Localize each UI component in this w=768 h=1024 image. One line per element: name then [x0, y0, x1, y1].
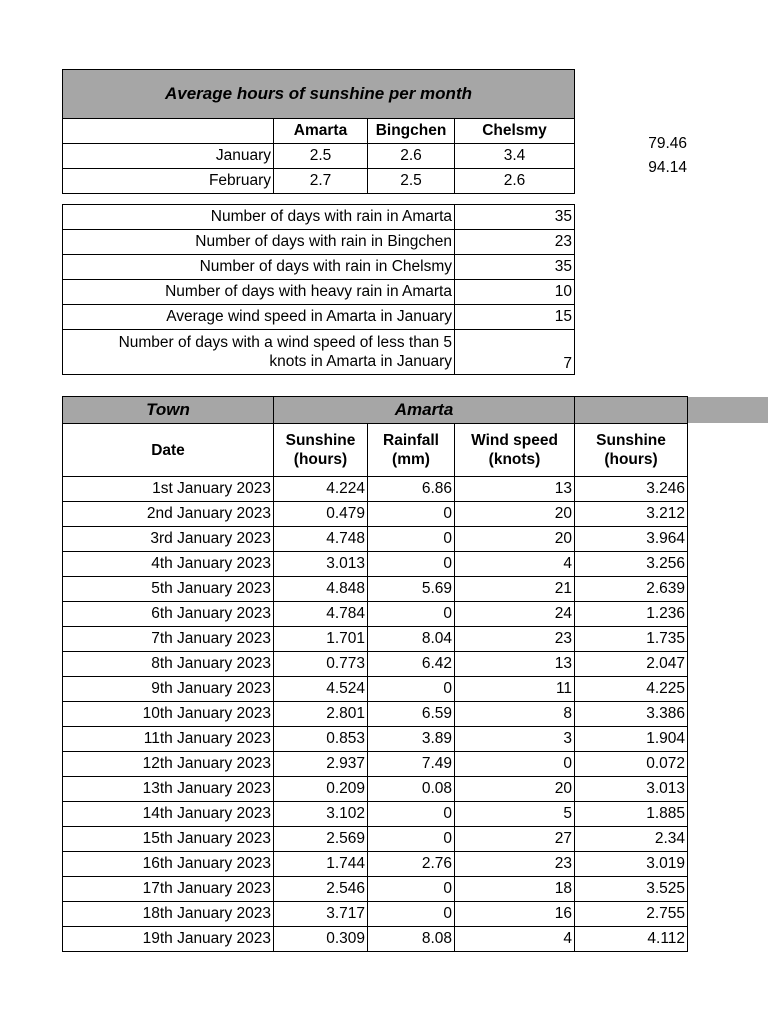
sunshine-cell: 2.569 — [274, 827, 368, 852]
sunshine-2-cell: 2.755 — [575, 902, 688, 927]
table-row — [63, 677, 688, 702]
sunshine-value: 2.7 — [274, 169, 368, 194]
wind-speed-cell: 20 — [455, 777, 575, 802]
sunshine-value: 2.5 — [368, 169, 455, 194]
sunshine-cell: 3.013 — [274, 552, 368, 577]
stats-table — [62, 204, 575, 375]
rainfall-cell: 6.86 — [368, 477, 455, 502]
wind-speed-cell: 11 — [455, 677, 575, 702]
column-header-row — [63, 424, 688, 477]
wind-speed-cell: 23 — [455, 852, 575, 877]
sunshine-cell: 0.309 — [274, 927, 368, 952]
rainfall-cell: 3.89 — [368, 727, 455, 752]
sunshine-table — [62, 69, 575, 194]
table-row — [63, 852, 688, 877]
rainfall-cell: 0 — [368, 877, 455, 902]
date-cell: 2nd January 2023 — [63, 502, 274, 527]
sunshine-2-cell: 3.525 — [575, 877, 688, 902]
month-label: February — [63, 169, 274, 194]
wind-speed-cell: 18 — [455, 877, 575, 902]
rainfall-cell: 0 — [368, 527, 455, 552]
table-row — [63, 702, 688, 727]
sunshine-cell: 1.744 — [274, 852, 368, 877]
stats-row — [63, 280, 575, 305]
date-cell: 3rd January 2023 — [63, 527, 274, 552]
town-header-blank — [575, 397, 688, 424]
sunshine-2-cell: 1.885 — [575, 802, 688, 827]
table-row — [63, 144, 575, 169]
rainfall-cell: 0 — [368, 827, 455, 852]
daily-data-table — [62, 396, 688, 952]
sunshine-cell: 4.224 — [274, 477, 368, 502]
date-header: Date — [63, 424, 274, 477]
rainfall-cell: 0 — [368, 802, 455, 827]
sunshine-2-cell: 4.112 — [575, 927, 688, 952]
sunshine-cell: 3.102 — [274, 802, 368, 827]
table-row — [63, 527, 688, 552]
date-cell: 5th January 2023 — [63, 577, 274, 602]
wind-speed-cell: 21 — [455, 577, 575, 602]
sunshine-value: 2.6 — [455, 169, 575, 194]
sunshine-cell: 4.524 — [274, 677, 368, 702]
table-row — [63, 827, 688, 852]
wind-speed-cell: 4 — [455, 552, 575, 577]
wind-speed-cell: 20 — [455, 502, 575, 527]
wind-speed-cell: 5 — [455, 802, 575, 827]
rainfall-cell: 5.69 — [368, 577, 455, 602]
sunshine-2-cell: 3.246 — [575, 477, 688, 502]
stats-row — [63, 305, 575, 330]
sunshine-cell: 0.479 — [274, 502, 368, 527]
rainfall-cell: 0 — [368, 502, 455, 527]
table-row — [63, 877, 688, 902]
sunshine-2-cell: 3.019 — [575, 852, 688, 877]
town-label: Town — [63, 397, 274, 424]
sunshine-cell: 2.546 — [274, 877, 368, 902]
sunshine-table-title: Average hours of sunshine per month — [63, 70, 575, 119]
sunshine-value: 3.4 — [455, 144, 575, 169]
rainfall-cell: 8.04 — [368, 627, 455, 652]
wind-speed-header: Wind speed (knots) — [455, 424, 575, 477]
sunshine-2-cell: 2.639 — [575, 577, 688, 602]
rainfall-cell: 6.59 — [368, 702, 455, 727]
header-fill-strip — [687, 397, 768, 423]
sunshine-header-row — [63, 119, 575, 144]
sunshine-2-cell: 4.225 — [575, 677, 688, 702]
stats-label: Number of days with rain in Amarta — [63, 205, 455, 230]
town-name: Amarta — [274, 397, 575, 424]
stats-value: 15 — [455, 305, 575, 330]
wind-speed-cell: 13 — [455, 477, 575, 502]
wind-speed-cell: 3 — [455, 727, 575, 752]
stats-value: 35 — [455, 205, 575, 230]
wind-speed-cell: 24 — [455, 602, 575, 627]
sunshine-cell: 2.937 — [274, 752, 368, 777]
sunshine-cell: 3.717 — [274, 902, 368, 927]
date-cell: 19th January 2023 — [63, 927, 274, 952]
date-cell: 10th January 2023 — [63, 702, 274, 727]
stats-row — [63, 255, 575, 280]
sunshine-cell: 4.848 — [274, 577, 368, 602]
sunshine-col-chelsmy: Chelsmy — [455, 119, 575, 144]
stats-row — [63, 330, 575, 375]
rainfall-cell: 6.42 — [368, 652, 455, 677]
sunshine-2-cell: 1.236 — [575, 602, 688, 627]
date-cell: 7th January 2023 — [63, 627, 274, 652]
table-row — [63, 927, 688, 952]
sunshine-2-cell: 2.34 — [575, 827, 688, 852]
date-cell: 11th January 2023 — [63, 727, 274, 752]
sunshine-value: 2.6 — [368, 144, 455, 169]
sunshine-cell: 1.701 — [274, 627, 368, 652]
table-row — [63, 602, 688, 627]
sunshine-header: Sunshine (hours) — [274, 424, 368, 477]
table-row — [63, 169, 575, 194]
rainfall-cell: 0 — [368, 902, 455, 927]
table-row — [63, 552, 688, 577]
sunshine-header-2: Sunshine (hours) — [575, 424, 688, 477]
date-cell: 8th January 2023 — [63, 652, 274, 677]
sunshine-2-cell: 1.904 — [575, 727, 688, 752]
table-row — [63, 477, 688, 502]
sunshine-2-cell: 3.964 — [575, 527, 688, 552]
sunshine-2-cell: 3.013 — [575, 777, 688, 802]
stats-label: Number of days with a wind speed of less than 5 knots in Amarta in January — [63, 330, 455, 375]
data-rows — [63, 477, 688, 952]
rainfall-cell: 8.08 — [368, 927, 455, 952]
wind-speed-cell: 20 — [455, 527, 575, 552]
table-row — [63, 502, 688, 527]
table-row — [63, 752, 688, 777]
table-row — [63, 627, 688, 652]
date-cell: 4th January 2023 — [63, 552, 274, 577]
sunshine-cell: 0.773 — [274, 652, 368, 677]
date-cell: 16th January 2023 — [63, 852, 274, 877]
sunshine-2-cell: 3.386 — [575, 702, 688, 727]
table-row — [63, 577, 688, 602]
stats-label: Average wind speed in Amarta in January — [63, 305, 455, 330]
rainfall-cell: 0 — [368, 677, 455, 702]
wind-speed-cell: 4 — [455, 927, 575, 952]
stats-row — [63, 205, 575, 230]
rainfall-cell: 7.49 — [368, 752, 455, 777]
date-cell: 6th January 2023 — [63, 602, 274, 627]
table-row — [63, 652, 688, 677]
month-label: January — [63, 144, 274, 169]
side-value: 94.14 — [648, 159, 687, 176]
sunshine-title-row — [63, 70, 575, 119]
wind-speed-cell: 8 — [455, 702, 575, 727]
stats-value: 35 — [455, 255, 575, 280]
rainfall-cell: 0 — [368, 552, 455, 577]
wind-speed-cell: 16 — [455, 902, 575, 927]
wind-speed-cell: 0 — [455, 752, 575, 777]
table-row — [63, 727, 688, 752]
sunshine-2-cell: 0.072 — [575, 752, 688, 777]
date-cell: 9th January 2023 — [63, 677, 274, 702]
sunshine-col-bingchen: Bingchen — [368, 119, 455, 144]
date-cell: 15th January 2023 — [63, 827, 274, 852]
sunshine-col-amarta: Amarta — [274, 119, 368, 144]
stats-value: 7 — [455, 330, 575, 375]
table-row — [63, 777, 688, 802]
wind-speed-cell: 13 — [455, 652, 575, 677]
stats-label: Number of days with rain in Bingchen — [63, 230, 455, 255]
sunshine-2-cell: 1.735 — [575, 627, 688, 652]
date-cell: 1st January 2023 — [63, 477, 274, 502]
town-header-row — [63, 397, 688, 424]
sunshine-cell: 4.748 — [274, 527, 368, 552]
date-cell: 17th January 2023 — [63, 877, 274, 902]
stats-label: Number of days with heavy rain in Amarta — [63, 280, 455, 305]
stats-label: Number of days with rain in Chelsmy — [63, 255, 455, 280]
date-cell: 14th January 2023 — [63, 802, 274, 827]
date-cell: 12th January 2023 — [63, 752, 274, 777]
rainfall-cell: 0 — [368, 602, 455, 627]
rainfall-header: Rainfall (mm) — [368, 424, 455, 477]
wind-speed-cell: 23 — [455, 627, 575, 652]
table-row — [63, 802, 688, 827]
stats-value: 23 — [455, 230, 575, 255]
stats-value: 10 — [455, 280, 575, 305]
rainfall-cell: 0.08 — [368, 777, 455, 802]
date-cell: 18th January 2023 — [63, 902, 274, 927]
stats-row — [63, 230, 575, 255]
table-row — [63, 902, 688, 927]
wind-speed-cell: 27 — [455, 827, 575, 852]
sunshine-value: 2.5 — [274, 144, 368, 169]
sunshine-cell: 0.853 — [274, 727, 368, 752]
date-cell: 13th January 2023 — [63, 777, 274, 802]
sunshine-2-cell: 3.212 — [575, 502, 688, 527]
sunshine-cell: 2.801 — [274, 702, 368, 727]
sunshine-cell: 4.784 — [274, 602, 368, 627]
side-value: 79.46 — [648, 135, 687, 152]
sunshine-cell: 0.209 — [274, 777, 368, 802]
sunshine-header-blank — [63, 119, 274, 144]
sunshine-2-cell: 3.256 — [575, 552, 688, 577]
rainfall-cell: 2.76 — [368, 852, 455, 877]
sunshine-2-cell: 2.047 — [575, 652, 688, 677]
